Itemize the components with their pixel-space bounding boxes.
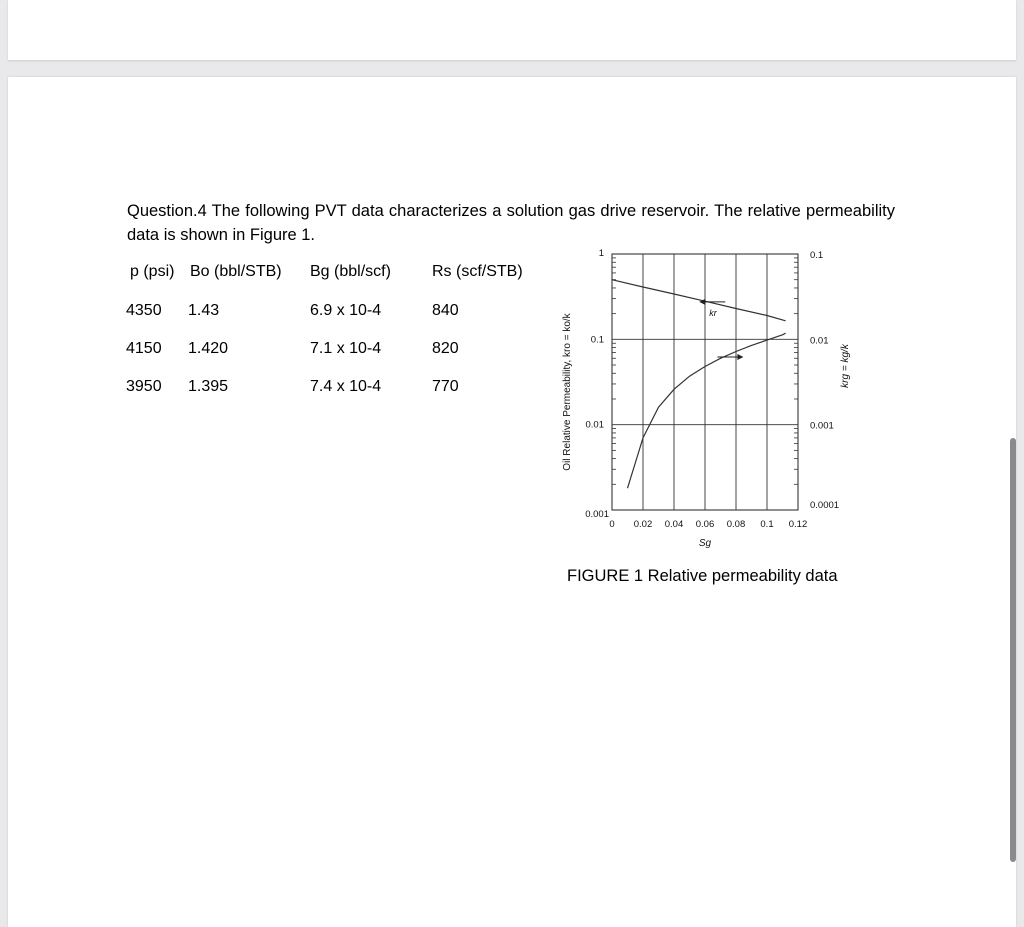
series-line-krg	[628, 333, 786, 488]
y-right-tick-label: 0.01	[810, 335, 829, 347]
y-right-tick-label: 0.1	[810, 250, 824, 261]
document-page	[8, 77, 1016, 927]
krg-arrow-head	[737, 354, 743, 360]
table-cell: 1.43	[188, 302, 220, 319]
y-left-tick-label: 0.01	[585, 419, 604, 431]
x-tick-label: 0.02	[633, 519, 653, 530]
series-line-kr	[612, 280, 786, 321]
table-cell: 7.1 x 10-4	[310, 340, 382, 357]
kr-label: kr	[709, 307, 717, 318]
chart-series	[612, 280, 786, 489]
y-left-tick-label: 0.001	[585, 509, 609, 520]
x-tick-label: 0.06	[695, 519, 715, 530]
table-header-bo: Bo (bbl/STB)	[190, 263, 282, 280]
y-left-tick-label: 1	[598, 248, 604, 259]
x-tick-label: 0.1	[760, 519, 774, 530]
table-header-rs: Rs (scf/STB)	[432, 263, 523, 280]
x-tick-label: 0.12	[788, 519, 808, 530]
x-tick-label: 0.08	[726, 519, 746, 530]
y-right-tick-label: 0.0001	[810, 500, 840, 511]
table-cell: 1.395	[188, 378, 229, 395]
table-header-bg: Bg (bbl/scf)	[310, 263, 391, 280]
previous-page	[8, 0, 1016, 60]
table-cell: 4350	[126, 302, 162, 319]
x-axis-label: Sg	[698, 538, 712, 549]
question-text: Question.4 The following PVT data characterizes a solution gas drive reservoir. The relative permeability data is shown in Figure 1.	[127, 202, 895, 244]
table-cell: 770	[432, 378, 459, 395]
chart-ticks	[585, 248, 839, 530]
chart-svg	[550, 238, 850, 564]
table-cell: 7.4 x 10-4	[310, 378, 382, 395]
x-tick-label: 0.04	[664, 519, 684, 530]
table-cell: 1.420	[188, 340, 229, 357]
y-right-axis-label: krg = kg/k	[840, 344, 850, 388]
x-tick-label: 0	[609, 519, 615, 530]
vertical-scrollbar[interactable]	[1010, 438, 1016, 862]
table-cell: 6.9 x 10-4	[310, 302, 382, 319]
table-cell: 820	[432, 340, 459, 357]
y-right-tick-label: 0.001	[810, 420, 834, 432]
table-cell: 840	[432, 302, 459, 319]
chart-grid	[612, 254, 798, 510]
table-cell: 4150	[126, 340, 162, 357]
y-left-tick-label: 0.1	[590, 334, 604, 346]
relative-permeability-chart	[550, 238, 850, 564]
figure-caption: FIGURE 1 Relative permeability data	[567, 567, 838, 585]
table-header-pressure: p (psi)	[130, 263, 175, 280]
table-cell: 3950	[126, 378, 162, 395]
y-left-axis-label: Oil Relative Permeability, kro = ko/k	[562, 313, 573, 471]
